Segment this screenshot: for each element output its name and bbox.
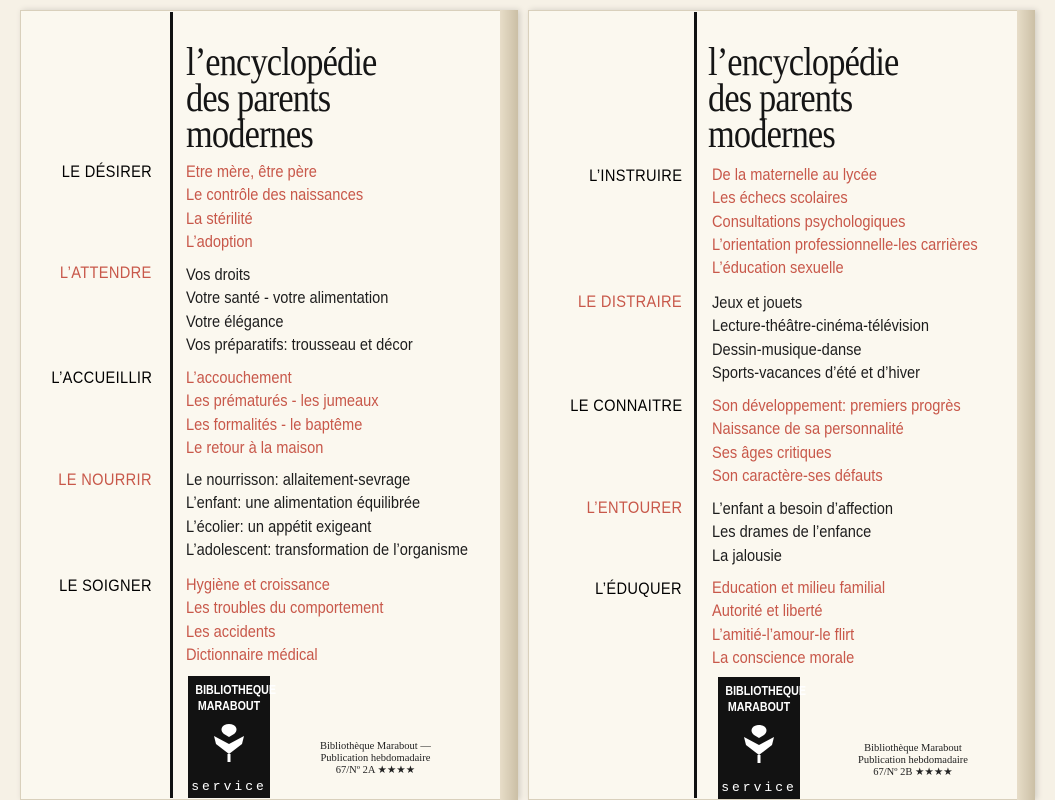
vertical-rule — [170, 12, 173, 798]
section-label: L’ACCUEILLIR — [51, 368, 152, 387]
list-item: Les accidents — [186, 621, 276, 641]
list-item: La stérilité — [186, 208, 253, 228]
pub-line: 67/Nº 2A ★★★★ — [335, 765, 416, 776]
section-label: LE DÉSIRER — [61, 162, 152, 181]
publication-info — [320, 741, 431, 777]
marabout-bird-icon — [212, 720, 246, 764]
list-item: L’adoption — [186, 231, 253, 251]
marabout-logo — [188, 676, 276, 798]
list-item: Etre mère, être père — [186, 162, 317, 181]
list-item: L’amitié-l’amour-le flirt — [712, 624, 855, 644]
list-item: Vos droits — [186, 265, 251, 284]
pub-line: Publication hebdomadaire — [858, 755, 968, 766]
vertical-rule — [694, 12, 697, 798]
section-items — [712, 497, 893, 567]
list-item: L’adolescent: transformation de l’organisme — [186, 539, 468, 559]
logo-line: service — [721, 780, 797, 795]
list-item: Education et milieu familial — [712, 578, 886, 597]
list-item: L’écolier: un appétit exigeant — [186, 516, 372, 536]
list-item: Consultations psychologiques — [712, 211, 906, 231]
section-items — [712, 163, 978, 279]
section-items — [712, 291, 929, 384]
list-item: Vos préparatifs: trousseau et décor — [186, 334, 413, 354]
section-label: L’ATTENDRE — [60, 263, 152, 282]
list-item: Hygiène et croissance — [186, 575, 330, 594]
list-item: Les échecs scolaires — [712, 188, 848, 208]
publication-info — [858, 743, 968, 779]
section-items — [186, 263, 413, 356]
title-line: l’encyclopédie — [708, 39, 899, 84]
section-label: LE SOIGNER — [59, 576, 152, 595]
book-title — [186, 39, 377, 156]
list-item: Sports-vacances d’été et d’hiver — [712, 362, 921, 382]
book-title — [708, 39, 899, 156]
logo-line: BIBLIOTHEQUE — [725, 683, 806, 698]
list-item: Ses âges critiques — [712, 442, 832, 462]
section-items — [712, 394, 961, 487]
marabout-logo — [718, 677, 806, 799]
pub-line: Bibliothèque Marabout — — [320, 741, 431, 752]
logo-line: MARABOUT — [197, 698, 261, 713]
list-item: Votre santé - votre alimentation — [186, 288, 389, 308]
list-item: Les formalités - le baptême — [186, 414, 363, 434]
pub-line: Publication hebdomadaire — [320, 753, 431, 764]
page-edge — [500, 10, 518, 800]
list-item: Dictionnaire médical — [186, 644, 318, 664]
page-edge — [1017, 10, 1035, 800]
section-label: L’ENTOURER — [586, 498, 682, 517]
list-item: Son développement: premiers progrès — [712, 396, 961, 415]
section-items — [186, 160, 363, 253]
list-item: Le nourrisson: allaitement-sevrage — [186, 470, 411, 489]
section-label: L’INSTRUIRE — [588, 166, 682, 185]
list-item: Les troubles du comportement — [186, 598, 384, 618]
title-line: modernes — [708, 111, 835, 156]
section-items — [712, 576, 885, 669]
list-item: Autorité et liberté — [712, 601, 823, 621]
list-item: Les prématurés - les jumeaux — [186, 391, 379, 411]
title-line: des parents — [186, 75, 331, 120]
section-label: LE DISTRAIRE — [577, 292, 682, 311]
list-item: L’enfant a besoin d’affection — [712, 499, 894, 518]
list-item: L’enfant: une alimentation équilibrée — [186, 493, 421, 513]
book-cover-left — [20, 10, 518, 800]
section-items — [186, 573, 383, 666]
pub-line: Bibliothèque Marabout — [864, 743, 962, 754]
logo-line: BIBLIOTHEQUE — [195, 682, 276, 697]
marabout-bird-icon — [742, 721, 776, 765]
list-item: Naissance de sa personnalité — [712, 419, 904, 439]
list-item: Les drames de l’enfance — [712, 522, 872, 542]
title-line: des parents — [708, 75, 853, 120]
section-label: LE CONNAITRE — [569, 396, 682, 415]
list-item: L’éducation sexuelle — [712, 258, 844, 278]
list-item: Lecture-théâtre-cinéma-télévision — [712, 316, 929, 336]
book-cover-right — [528, 10, 1035, 800]
logo-line: MARABOUT — [727, 699, 791, 714]
list-item: Le contrôle des naissances — [186, 185, 364, 205]
section-items — [186, 366, 379, 459]
title-line: l’encyclopédie — [186, 39, 377, 84]
list-item: De la maternelle au lycée — [712, 165, 877, 184]
logo-line: service — [191, 779, 267, 794]
section-items — [186, 468, 468, 561]
list-item: Le retour à la maison — [186, 437, 324, 457]
list-item: Dessin-musique-danse — [712, 339, 862, 359]
pub-line: 67/Nº 2B ★★★★ — [873, 767, 953, 778]
title-line: modernes — [186, 111, 313, 156]
list-item: Votre élégance — [186, 311, 284, 331]
list-item: La conscience morale — [712, 647, 855, 667]
section-label: LE NOURRIR — [58, 470, 152, 489]
section-label: L’ÉDUQUER — [595, 579, 682, 598]
list-item: L’accouchement — [186, 368, 292, 387]
list-item: La jalousie — [712, 545, 782, 565]
list-item: Son caractère-ses défauts — [712, 465, 883, 485]
list-item: L’orientation professionnelle-les carrières — [712, 234, 978, 254]
list-item: Jeux et jouets — [712, 293, 803, 312]
